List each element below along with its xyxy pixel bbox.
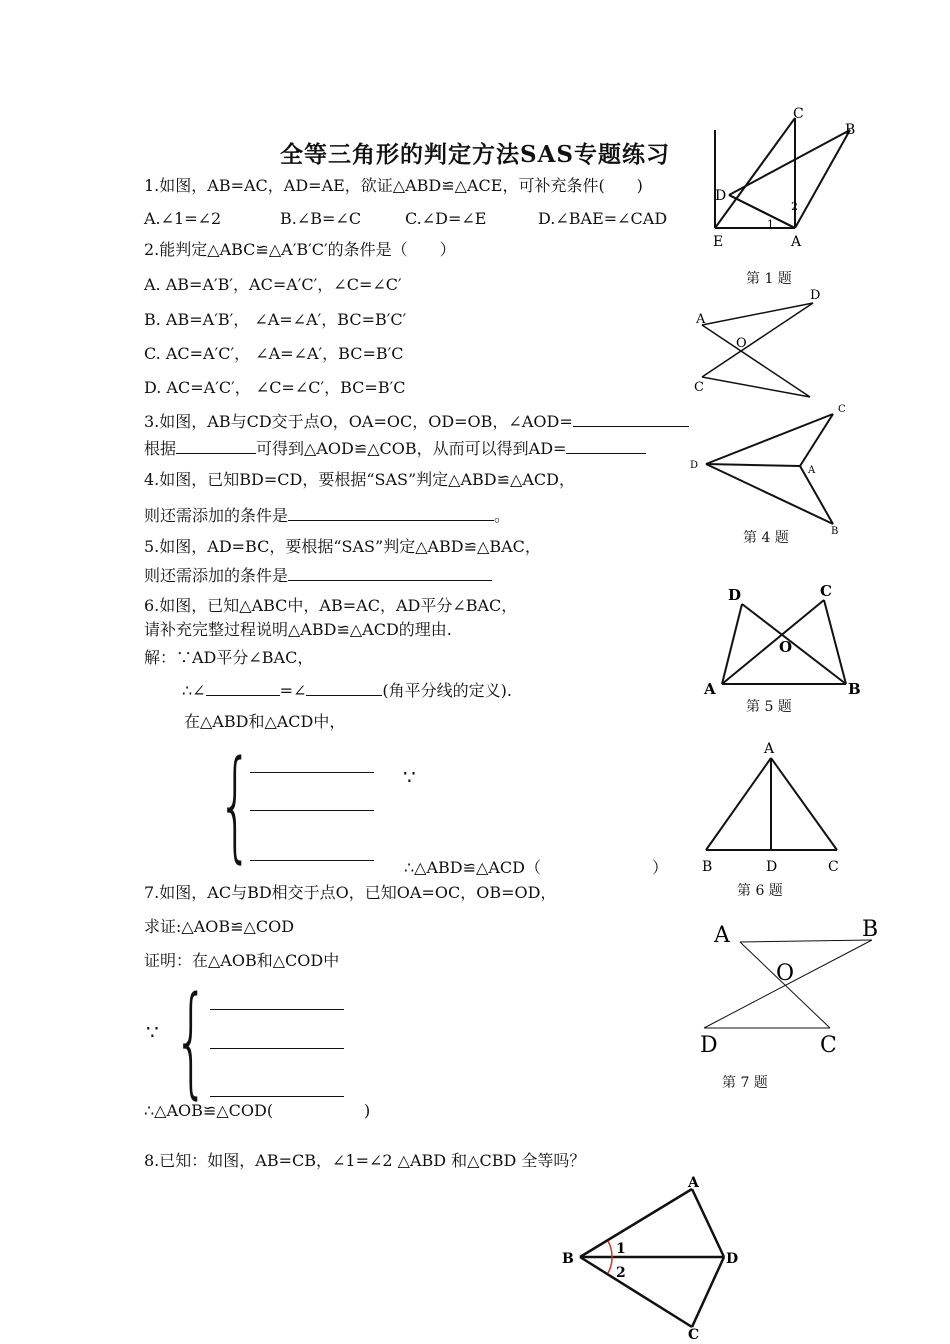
q2-option-b: B. AB=A′B′， ∠A=∠A′，BC=B′C′ (144, 310, 407, 329)
q4-line2-end: 。 (494, 506, 511, 525)
figure-4 (688, 400, 848, 538)
page-title: 全等三角形的判定方法SAS专题练习 (279, 141, 671, 168)
q4-line1: 4.如图，已知BD=CD，要根据“SAS”判定△ABD≌△ACD， (144, 470, 575, 489)
q7-conclusion: ∴△AOB≌△COD( (144, 1101, 274, 1120)
q1-option-a: A.∠1=∠2 (144, 209, 222, 228)
q3-line1-text: 3.如图，AB与CD交于点O，OA=OC，OD=OB，∠AOD= (144, 412, 573, 431)
fig8-label-c: C (688, 1327, 700, 1343)
fig7-label-c: C (820, 1033, 837, 1058)
q6-conclusion: ∴△ABD≌△ACD（ (404, 858, 541, 877)
q6-line1: 6.如图，已知△ABC中，AB=AC，AD平分∠BAC， (144, 596, 518, 615)
fig1-caption: 第 1 题 (746, 271, 792, 287)
q2-option-d: D. AC=A′C′， ∠C=∠C′，BC=B′C (144, 378, 406, 397)
q7-because-symbol: ∵ (146, 1020, 159, 1044)
fig8-label-b: B (562, 1251, 574, 1267)
fig4-caption: 第 4 题 (743, 530, 789, 546)
fig6-label-d: D (766, 859, 778, 875)
fig8-label-d: D (726, 1251, 739, 1267)
q6-because-symbol: ∵ (403, 765, 416, 789)
q6-blank-angle1[interactable] (206, 680, 280, 696)
q6-conclusion-end: ） (652, 858, 669, 877)
fig8-label-2: 2 (616, 1265, 626, 1281)
fig5-label-b: B (848, 680, 861, 698)
q3-line1 (144, 411, 689, 432)
q2-option-c: C. AC=A′C′， ∠A=∠A′，BC=B′C (144, 344, 404, 363)
fig6-label-b: B (702, 859, 713, 875)
fig1-label-2: 2 (791, 200, 798, 213)
fig1-label-a: A (791, 234, 802, 250)
q7-line2: 求证:△AOB≌△COD (144, 917, 295, 936)
q4-line2-text: 则还需添加的条件是 (144, 506, 289, 525)
figure-1 (705, 100, 865, 250)
q3-blank-angle[interactable] (573, 411, 689, 427)
q6-line5: 在△ABD和△ACD中， (184, 712, 346, 731)
fig2-label-o: O (736, 336, 747, 351)
fig5-label-c: C (820, 582, 832, 600)
fig5-label-a: A (704, 680, 716, 698)
fig1-label-b: B (845, 122, 856, 138)
q3-blank-reason[interactable] (176, 438, 256, 454)
fig6-label-c: C (828, 859, 839, 875)
q2-stem: 2.能判定△ABC≌△A′B′C′的条件是（ ） (144, 240, 456, 259)
q6-blank-cond3[interactable] (250, 860, 374, 861)
fig7-label-b: B (862, 917, 879, 942)
q1-option-c: C.∠D=∠E (405, 209, 487, 228)
fig4-label-d: D (690, 460, 699, 471)
fig7-label-o: O (776, 961, 795, 986)
q8-stem: 8.已知：如图，AB=CB，∠1=∠2 △ABD 和△CBD 全等吗？ (144, 1151, 586, 1170)
q6-line3: 解：∵AD平分∠BAC， (144, 648, 314, 667)
fig7-label-a: A (714, 923, 730, 948)
fig2-label-d: D (810, 288, 821, 303)
figure-7 (700, 912, 890, 1062)
q6-brace: { (218, 736, 253, 875)
fig2-label-a: A (696, 312, 706, 327)
q7-blank-cond3[interactable] (210, 1096, 344, 1097)
q6-blank-angle2[interactable] (306, 680, 382, 696)
fig8-angle2-arc (608, 1257, 612, 1273)
q5-line2 (144, 565, 492, 586)
q7-line3: 证明：在△AOB和△COD中 (144, 951, 340, 970)
fig1-label-1: 1 (767, 218, 774, 231)
q7-line1: 7.如图，AC与BD相交于点O，已知OA=OC，OB=OD， (144, 883, 557, 902)
fig2-label-c: C (694, 380, 704, 395)
q1-option-d: D.∠BAE=∠CAD (538, 209, 668, 228)
q6-blank-cond1[interactable] (250, 772, 374, 773)
fig8-angle1-arc (608, 1241, 612, 1257)
fig1-label-c: C (793, 106, 804, 122)
figure-6 (700, 738, 850, 878)
q7-conclusion-end: ) (364, 1101, 371, 1120)
fig4-label-c: C (838, 404, 846, 415)
fig7-caption: 第 7 题 (722, 1075, 768, 1091)
q4-blank-condition[interactable] (288, 505, 494, 521)
fig5-label-o: O (779, 638, 793, 656)
fig6-caption: 第 6 题 (737, 883, 783, 899)
figure-2 (688, 285, 828, 400)
q3-line2-b: 可得到△AOD≌△COB，从而可以得到AD= (256, 439, 567, 458)
q5-line1: 5.如图，AD=BC，要根据“SAS”判定△ABD≌△BAC， (144, 537, 541, 556)
fig6-label-a: A (764, 741, 775, 757)
q3-blank-ad[interactable] (566, 438, 646, 454)
fig1-label-e: E (713, 234, 724, 250)
q6-line2: 请补充完整过程说明△ABD≌△ACD的理由. (144, 620, 452, 639)
fig5-caption: 第 5 题 (746, 699, 792, 715)
fig4-label-a: A (808, 465, 816, 476)
q6-line4 (182, 680, 512, 701)
fig7-label-d: D (700, 1033, 718, 1058)
q6-line4-a: ∴∠ (182, 681, 206, 700)
fig8-label-a: A (688, 1175, 699, 1191)
q5-blank-condition[interactable] (288, 565, 492, 581)
q7-blank-cond1[interactable] (210, 1009, 344, 1010)
fig8-label-1: 1 (616, 1241, 626, 1257)
q3-line2 (144, 438, 646, 459)
figure-5 (700, 578, 870, 698)
q4-line2 (144, 505, 510, 526)
q6-line4-b: =∠ (279, 681, 307, 700)
q6-blank-cond2[interactable] (250, 810, 374, 811)
q6-line4-c: (角平分线的定义). (382, 681, 512, 700)
q5-line2-text: 则还需添加的条件是 (144, 566, 289, 585)
q1-option-b: B.∠B=∠C (280, 209, 362, 228)
q1-stem: 1.如图，AB=AC，AD=AE，欲证△ABD≌△ACE，可补充条件( ) (144, 176, 643, 195)
figure-8 (558, 1175, 758, 1343)
fig4-label-b: B (831, 526, 839, 537)
q3-line2-a: 根据 (144, 439, 177, 458)
q7-blank-cond2[interactable] (210, 1048, 344, 1049)
fig1-label-d: D (715, 188, 727, 204)
q2-option-a: A. AB=A′B′，AC=A′C′，∠C=∠C′ (144, 275, 402, 294)
fig5-label-d: D (728, 586, 742, 604)
q7-brace: { (174, 972, 209, 1111)
